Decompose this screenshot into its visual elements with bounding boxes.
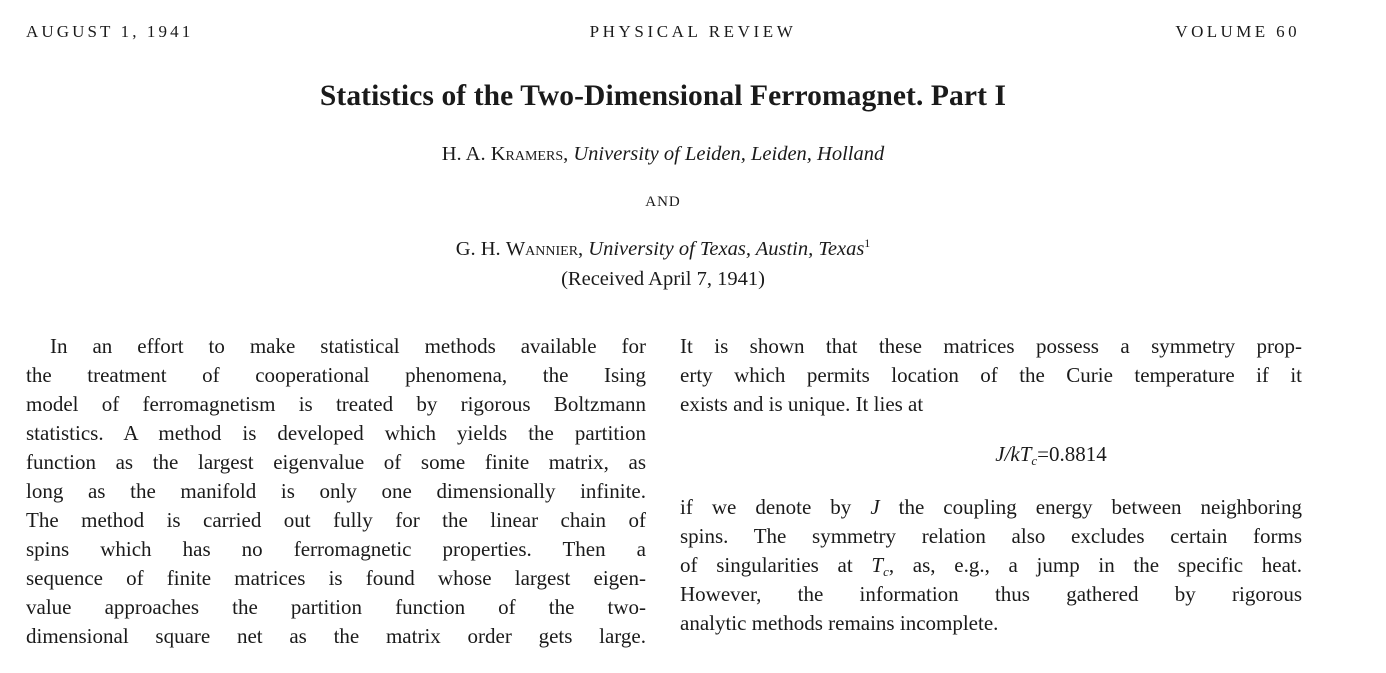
abstract-line: It is shown that these matrices possess a symmetry prop- xyxy=(680,334,1302,358)
abstract-line: exists and is unique. It lies at xyxy=(680,392,924,416)
author-line-1: H. A. Kramers, University of Leiden, Leiden, Holland xyxy=(441,143,885,165)
abstract-left-column xyxy=(26,332,646,651)
received-date: (Received April 7, 1941) xyxy=(561,268,765,290)
abstract-line xyxy=(680,493,1302,522)
curie-temperature-equation xyxy=(680,442,1302,469)
abstract-line: spins. The symmetry relation also excludes certain forms xyxy=(680,524,1302,548)
math-subscript: c xyxy=(883,564,889,579)
abstract-line: the treatment of cooperational phenomena, the Ising xyxy=(26,363,646,387)
abstract-line: In an effort to make statistical methods available for xyxy=(50,334,646,358)
equation-lhs: J/kT xyxy=(995,442,1032,466)
abstract-line: long as the manifold is only one dimensionally infinite. xyxy=(26,479,646,503)
author-surname: Wannier xyxy=(505,238,579,260)
abstract-right-column-top xyxy=(680,332,1302,419)
paper-title: Statistics of the Two-Dimensional Ferromagnet. Part I xyxy=(319,80,1007,112)
footnote-marker: 1 xyxy=(864,236,871,250)
author-line-2: G. H. Wannier, University of Texas, Austin, Texas$^1$ xyxy=(455,236,871,260)
issue-date: AUGUST 1, 1941 xyxy=(26,22,194,41)
author-surname: Kramers xyxy=(490,143,564,165)
abstract-line: value approaches the partition function of the two- xyxy=(26,595,646,619)
abstract-line: model of ferromagnetism is treated by rigorous Boltzmann xyxy=(26,392,646,416)
abstract-line: function as the largest eigenvalue of some finite matrix, as xyxy=(26,450,646,474)
abstract-line: spins which has no ferromagnetic properties. Then a xyxy=(26,537,646,561)
text-run: if we denote by xyxy=(680,495,871,519)
text-run: of singularities at xyxy=(680,553,872,577)
abstract-line: dimensional square net as the matrix order gets large. xyxy=(26,624,646,648)
journal-name: PHYSICAL REVIEW xyxy=(589,22,797,41)
math-variable: T xyxy=(871,553,884,577)
author-initials: G. H. xyxy=(455,238,501,260)
author-initials: H. A. xyxy=(441,143,486,165)
abstract-line: sequence of finite matrices is found whose largest eigen- xyxy=(26,566,646,590)
abstract-line: However, the information thus gathered by rigorous xyxy=(680,582,1302,606)
author-affiliation: University of Texas, Austin, Texas xyxy=(588,238,865,260)
text-run: the coupling energy between neighboring xyxy=(879,495,1302,519)
abstract-line: The method is carried out fully for the linear chain of xyxy=(26,508,646,532)
running-header xyxy=(0,22,1386,44)
math-variable: J xyxy=(870,495,880,519)
abstract-line: analytic methods remains incomplete. xyxy=(680,611,999,635)
text-run: , as, e.g., a jump in the specific heat. xyxy=(888,553,1302,577)
abstract-line: erty which permits location of the Curie temperature if it xyxy=(680,363,1302,387)
equation-rhs: =0.8814 xyxy=(1037,442,1107,466)
volume-number: VOLUME 60 xyxy=(1175,22,1300,41)
abstract-right-column-bottom xyxy=(680,493,1302,638)
equation-subscript: c xyxy=(1031,453,1038,468)
abstract-line xyxy=(680,551,1302,580)
author-affiliation: University of Leiden, Leiden, Holland xyxy=(573,143,885,165)
abstract-line: statistics. A method is developed which yields the partition xyxy=(26,421,646,445)
and-separator: AND xyxy=(645,194,681,210)
